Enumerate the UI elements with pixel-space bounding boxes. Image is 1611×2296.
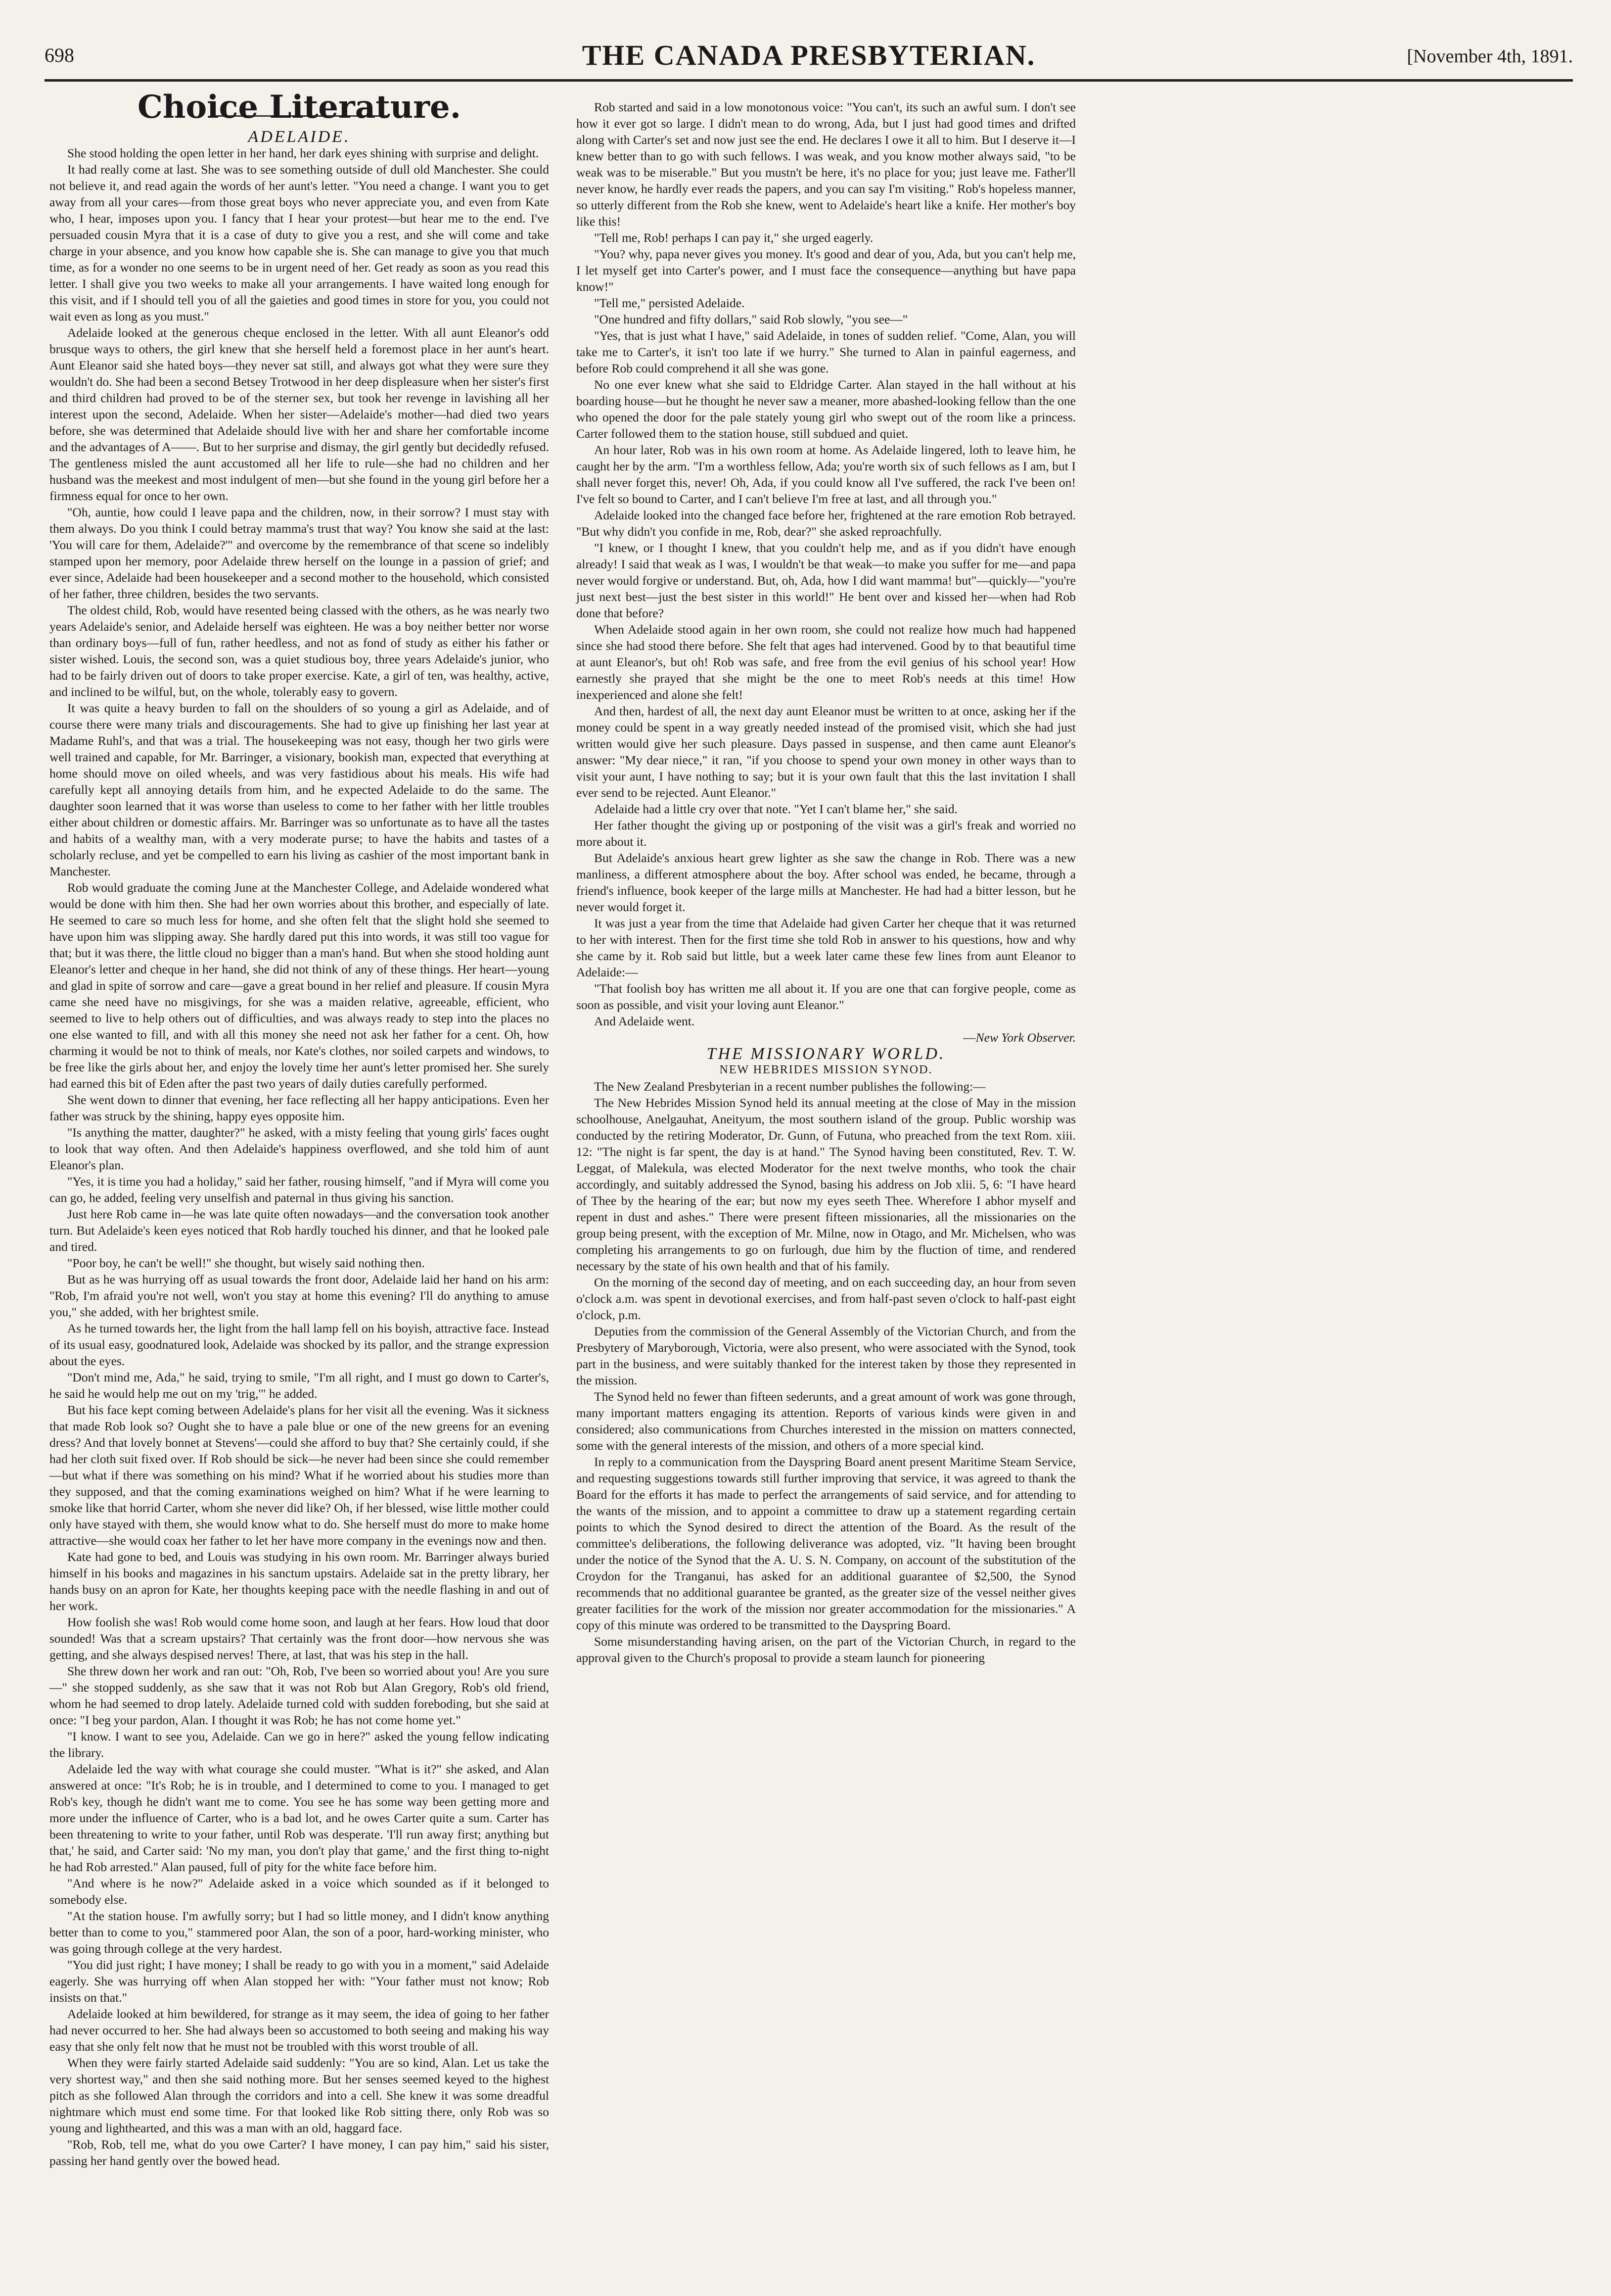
- paragraph: As he turned towards her, the light from the hall lamp fell on his boyish, attractive face. Instead of its usual easy, goodnatured look, Adelaide was shocked by its pallor, and the strange expression about the eyes.: [49, 1321, 549, 1368]
- header-rule: [45, 79, 1573, 82]
- paragraph: No one ever knew what she said to Eldridge Carter. Alan stayed in the hall without at his boarding house—but he thought he never saw a meaner, more abashed-looking fellow than the one who opened the door for the pale stately young girl who swept out of the room like a princess. Carter followed them to the station house, still subdued and quiet.: [576, 377, 1076, 441]
- section-title: Choice Literature.: [137, 89, 461, 126]
- paragraph: She went down to dinner that evening, her face reflecting all her happy anticipations. Even her father was struck by the shining, happy eyes opposite him.: [49, 1093, 549, 1123]
- paragraph: Rob started and said in a low monotonous voice: "You can't, its such an awful sum. I don't see how it ever got so large. I didn't mean to do wrong, Ada, but I just had good times and drifted along with Carter's set and now just see the end. He declares I owe it all to him. But I deserve it—I knew better than to go with such fellows. I was weak, and you know mother always said, "to be weak was to be miserable." But you mustn't be here, it's no place for you; just leave me. Father'll never know, he hardly ever reads the papers, and you can say I'm visiting." Rob's hopeless manner, so utterly different from the Rob she knew, went to Adelaide's heart like a knife. Her mother's boy like this!: [576, 100, 1076, 229]
- paragraph: When Adelaide stood again in her own room, she could not realize how much had happened since she had stood there before. She felt that ages had intervened. Good by to that beautiful time at aunt Eleanor's, but oh! Rob was safe, and free from the evil genius of his school year! How earnestly she prayed that she might be the one to meet Rob's needs at this time! How inexperienced and alone she felt!: [576, 622, 1076, 702]
- paragraph: Just here Rob came in—he was late quite often nowadays—and the conversation took another turn. But Adelaide's keen eyes noticed that Rob hardly touched his dinner, and that he looked pale and tired.: [49, 1207, 549, 1254]
- paragraph: "Yes, that is just what I have," said Adelaide, in tones of sudden relief. "Come, Alan, you will take me to Carter's, it isn't too late if we hurry." She turned to Alan in painful eagerness, and before Rob could comprehend it all she was gone.: [576, 328, 1076, 375]
- paragraph: "Rob, Rob, tell me, what do you owe Carter? I have money, I can pay him," said his sister, passing her hand gently over the bowed head.: [49, 2137, 549, 2168]
- paragraph: The New Hebrides Mission Synod held its annual meeting at the close of May in the mission schoolhouse, Anelgauhat, Aneityum, the most southern island of the group. Public worship was conducted by the retiring Moderator, Dr. Gunn, of Futuna, who preached from the text Rom. xiii. 12: "The night is far spent, the day is at hand." The Synod having been constituted, Rev. T. W. Leggat, of Malekula, was elected Moderator for the next twelve months, who took the chair accordingly, and suitably addressed the Synod, basing his address on Job xlii. 5, 6: "I have heard of Thee by the hearing of the ear; but now my eyes seeth Thee. Wherefore I abhor myself and repent in dust and ashes." There were present fifteen missionaries, all the missionaries on the group being present, with the exception of Mr. Milne, now in Otago, and Mr. Michelsen, who was completing his arrangements to go on furlough, due him by the fluction of time, and rendered necessary by the state of his own health and that of his family.: [576, 1096, 1076, 1273]
- paragraph: But Adelaide's anxious heart grew lighter as she saw the change in Rob. There was a new manliness, a different atmosphere about the boy. After school was ended, he became, through a friend's influence, book keeper of the large mills at Manchester. He had had a bitter lesson, but he never would forget it.: [576, 851, 1076, 914]
- paragraph: Adelaide had a little cry over that note. "Yet I can't blame her," she said.: [594, 802, 958, 816]
- paragraph: And then, hardest of all, the next day aunt Eleanor must be written to at once, asking her if the money could be spent in a way greatly needed instead of the promised visit, which she had just written would give her such pleasure. Days passed in suspense, and then came aunt Eleanor's answer: "My dear niece," it ran, "if you choose to spend your own money in other ways than to visit your aunt, I have nothing to say; but it is your own fault that this the last invitation I shall ever send to be rejected. Aunt Eleanor.": [576, 704, 1076, 800]
- paragraph: "Don't mind me, Ada," he said, trying to smile, "I'm all right, and I must go down to Carter's, he said he would help me out on my 'trig,'" he added.: [49, 1370, 549, 1401]
- paragraph: The oldest child, Rob, would have resented being classed with the others, as he was nearly two years Adelaide's senior, and Adelaide herself was eighteen. He was a boy neither better nor worse than ordinary boys—full of fun, rather heedless, and not as fond of study as either his father or sister wished. Louis, the second son, was a quiet studious boy, three years Adelaide's junior, who had to be fairly driven out of doors to take proper exercise. Kate, a girl of ten, was healthy, active, and inclined to be wilful, but, on the whole, tolerably easy to govern.: [49, 603, 549, 699]
- paragraph: Some misunderstanding having arisen, on the part of the Victorian Church, in regard to the approval given to the Church's proposal to provide a steam launch for pioneering: [576, 1634, 1076, 1665]
- paragraph: Adelaide led the way with what courage she could muster. "What is it?" she asked, and Alan answered at once: "It's Rob; he is in trouble, and I determined to come to you. I managed to get Rob's key, though he didn't want me to come. You see he has some way been getting more and more under the influence of Carter, who is a bad lot, and he owes Carter quite a sum. Carter has been threatening to write to your father, until Rob was desperate. 'I'll run away first; anything but that,' he said, and Carter said: 'No my man, you don't play that game,' and the first thing to-night he had Rob arrested." Alan paused, full of pity for the white face before him.: [49, 1762, 549, 1874]
- paragraph: When they were fairly started Adelaide said suddenly: "You are so kind, Alan. Let us take the very shortest way," and then she said nothing more. But her senses seemed keyed to the highest pitch as she followed Alan through the corridors and into a cell. She knew it was some dreadful nightmare which must end some time. For that looked like Rob sitting there, only Rob was so young and lighthearted, and this was a man with an old, haggard face.: [49, 2056, 549, 2135]
- paragraph: "You did just right; I have money; I shall be ready to go with you in a moment," said Adelaide eagerly. She was hurrying off when Alan stopped her with: "Your father must not know; Rob insists on that.": [49, 1958, 549, 2005]
- paragraph: "Tell me," persisted Adelaide.: [594, 296, 745, 310]
- story-title: ADELAIDE.: [248, 128, 351, 146]
- paragraph: Her father thought the giving up or postponing of the visit was a girl's freak and worried no more about it.: [576, 818, 1076, 849]
- story-subtitle: NEW HEBRIDES MISSION SYNOD.: [719, 1063, 933, 1076]
- masthead: THE CANADA PRESBYTERIAN.: [582, 39, 1036, 71]
- paragraph: Adelaide looked at the generous cheque enclosed in the letter. With all aunt Eleanor's odd brusque ways to others, the girl knew that she herself held a foremost place in her aunt's heart. Aunt Eleanor said she hated boys—they never sat still, and always got what they were sure they wouldn't do. She had been a second Betsey Trotwood in her deep displeasure when her sister's first and third children had proved to be of the sterner sex, but took her revenge in lavishing all her interest upon the second, Adelaide. When her sister—Adelaide's mother—had died two years before, she was determined that Adelaide should live with her and share her comfortable income and the advantages of A——. But to her surprise and dismay, the girl gently but decidedly refused. The gentleness misled the aunt accustomed all her life to rule—she had no children and her husband was the meekest and most indulgent of men—but she found in the young girl before her a firmness equal for once to her own.: [49, 325, 549, 503]
- story-title: THE MISSIONARY WORLD.: [706, 1045, 946, 1063]
- paragraph: "And where is he now?" Adelaide asked in a voice which sounded as if it belonged to somebody else.: [49, 1876, 549, 1907]
- issue-date: [November 4th, 1891.: [1407, 46, 1573, 67]
- column-2: [576, 99, 1076, 1666]
- paragraph: "Yes, it is time you had a holiday," said her father, rousing himself, "and if Myra will come you can go, he added, feeling very unselfish and paternal in thus giving his sanction.: [49, 1174, 549, 1205]
- paragraph: Deputies from the commission of the General Assembly of the Victorian Church, and from the Presbytery of Maryborough, Victoria, were also present, who were associated with the Synod, took part in the business, and were suitably thanked for the interest taken by those they represented in the mission.: [576, 1324, 1076, 1387]
- paragraph: In reply to a communication from the Dayspring Board anent present Maritime Steam Service, and requesting suggestions towards still further improving that service, it was agreed to thank the Board for the efforts it has made to perfect the arrangements of said service, and for attending to the wants of the mission, and to appoint a committee to draw up a statement regarding certain points to which the Synod desired to direct the attention of the Board. As the result of the committee's deliberations, the following deliverance was adopted, viz. "It having been brought under the notice of the Synod that the A. U. S. N. Company, on account of the substitution of the Croydon for the Tranganui, has asked for an additional guarantee of $2,500, the Synod recommends that no additional guarantee be granted, as the greater size of the vessel neither gives greater facilities for the work of the mission nor greater accommodation for the missionaries." A copy of this minute was ordered to be transmitted to the Dayspring Board.: [576, 1455, 1076, 1632]
- paragraph: "Is anything the matter, daughter?" he asked, with a misty feeling that young girls' faces ought to look that way often. And then Adelaide's happiness overflowed, and she told him of aunt Eleanor's plan.: [49, 1125, 549, 1172]
- paragraph: It was just a year from the time that Adelaide had given Carter her cheque that it was returned to her with interest. Then for the first time she told Rob in answer to his questions, how and why she came by it. Rob said but little, but a week later came these few lines from aunt Eleanor to Adelaide:—: [576, 916, 1076, 979]
- paragraph: Adelaide looked at him bewildered, for strange as it may seem, the idea of going to her father had never occurred to her. She had always been so accustomed to both seeing and making his way easy that she only felt now that he must not be troubled with this worst trouble of all.: [49, 2007, 549, 2054]
- paragraph: An hour later, Rob was in his own room at home. As Adelaide lingered, loth to leave him, he caught her by the arm. "I'm a worthless fellow, Ada; you're worth six of such fellows as I am, but I shall never forget this, never! Oh, Ada, if you could know all I've suffered, the rack I've been on! I've felt so bound to Carter, and I can't believe I'm free at last, and all through you.": [576, 443, 1076, 506]
- paragraph: But his face kept coming between Adelaide's plans for her visit all the evening. Was it sickness that made Rob look so? Ought she to have a pale blue or one of the new greens for an evening dress? And that lovely bonnet at Stevens'—could she afford to buy that? She certainly could, if she had her cloth suit fixed over. If Rob should be sick—he never had been since she could remember—but what if there was something on his mind? What if he worried about his studies more than they supposed, and that the coming examinations weighed on him? What if he were learning to smoke like that horrid Carter, whom she never did like? Oh, if her blessed, wise little mother could only have stayed with them, she would know what to do. She herself must do more to make home attractive—she would coax her father to let her have more company in the evenings now and then.: [49, 1403, 549, 1548]
- paragraph: "That foolish boy has written me all about it. If you are one that can forgive people, come as soon as possible, and visit your loving aunt Eleanor.": [576, 981, 1076, 1012]
- paragraph: The Synod held no fewer than fifteen sederunts, and a great amount of work was gone through, many important matters engaging its attention. Reports of various kinds were given in and considered; also communications from Churches interested in the mission on matters connected, some with the general interests of the mission, and others of a more special kind.: [576, 1389, 1076, 1453]
- paragraph: "One hundred and fifty dollars," said Rob slowly, "you see—": [594, 312, 908, 326]
- page-number: 698: [45, 44, 74, 66]
- paragraph: "Poor boy, he can't be well!" she thought, but wisely said nothing then.: [67, 1256, 425, 1270]
- paragraph: She threw down her work and ran out: "Oh, Rob, I've been so worried about you! Are you sure—" she stopped suddenly, as she saw that it was not Rob but Alan Gregory, Rob's old friend, whom he had seemed to drop lately. Adelaide turned cold with sudden foreboding, but she said at once: "I beg your pardon, Alan. I thought it was Rob; he has not come home yet.": [49, 1664, 549, 1727]
- paragraph: "I knew, or I thought I knew, that you couldn't help me, and as if you didn't have enough already! I said that weak as I was, I wouldn't be that weak—to make you suffer for me—and papa never would forgive or understand. But, oh, Ada, how I did want mamma! but"—quickly—"you're just next best—just the best sister in this world!" He bent over and kissed her—when had Rob done that before?: [576, 541, 1076, 620]
- paragraph: On the morning of the second day of meeting, and on each succeeding day, an hour from seven o'clock a.m. was spent in devotional exercises, and from half-past seven o'clock to half-past eight o'clock, p.m.: [576, 1275, 1076, 1322]
- paragraph: It was quite a heavy burden to fall on the shoulders of so young a girl as Adelaide, and of course there were many trials and discouragements. She had to give up finishing her last year at Madame Ruhl's, and that was a trial. The housekeeping was not easy, though her two girls were well trained and capable, for Mr. Barringer, a visionary, bookish man, expected that everything at home should move on oiled wheels, and was very fastidious about his meals. His wife had carefully kept all annoying details from him, and he expected Adelaide to do the same. The daughter soon learned that it was worse than useless to come to her father with her little troubles either about children or domestic affairs. Mr. Barringer was so unfortunate as to have all the tastes and habits of a wealthy man, with a very moderate purse; to have the habits and tastes of a scholarly recluse, and yet be compelled to earn his living as cashier of the most important bank in Manchester.: [49, 701, 549, 878]
- paragraph: The New Zealand Presbyterian in a recent number publishes the following:—: [594, 1079, 986, 1094]
- paragraph: "Oh, auntie, how could I leave papa and the children, now, in their sorrow? I must stay with them always. Do you think I could betray mamma's trust that way? You know she said at the last: 'You will care for them, Adelaide?'" and overcome by the remembrance of that scene so indelibly stamped upon her memory, poor Adelaide threw herself on the lounge in a passion of grief; and ever since, Adelaide had been housekeeper and a second mother to the household, which consisted of her father, three children, besides the two servants.: [49, 505, 549, 601]
- paragraph: Adelaide looked into the changed face before her, frightened at the rare emotion Rob betrayed. "But why didn't you confide in me, Rob, dear?" she asked reproachfully.: [576, 508, 1076, 539]
- paragraph: "I know. I want to see you, Adelaide. Can we go in here?" asked the young fellow indicating the library.: [49, 1729, 549, 1760]
- page-header: [45, 39, 1573, 73]
- column-1: [49, 89, 549, 2169]
- paragraph: Rob would graduate the coming June at the Manchester College, and Adelaide wondered what would be done with him then. She had her own worries about this brother, and especially of late. He seemed to care so much less for home, and she often felt that the slight hold she seemed to have upon him was slipping away. She hardly dared put this into words, it was still too vague for that; but it was there, the little cloud no bigger than a man's hand. But when she stood holding aunt Eleanor's letter and cheque in her hand, she did not think of any of these things. Her heart—young and glad in spite of sorrow and care—gave a great bound in her relief and pleasure. If cousin Myra came she need have no misgivings, for she was a maiden relative, agreeable, efficient, who seemed to live to help others out of difficulties, and was always ready to step into the places no one else wanted to fill, and with all this money she need not ask her father for a cent. Oh, how charming it would be not to think of meals, nor Kate's clothes, nor soiled carpets and windows, to be free like the girls about her, and enjoy the lovely time her aunt's letter promised her. She surely had earned this bit of Eden after the past two years of daily duties carefully performed.: [49, 880, 549, 1091]
- byline-prefix: —: [963, 1030, 976, 1045]
- source-credit: [576, 1029, 1076, 1046]
- paragraph: "At the station house. I'm awfully sorry; but I had so little money, and I didn't know anything better than to come to you," stammered poor Alan, the son of a poor, hard-working minister, who was going through college at the very hardest.: [49, 1909, 549, 1956]
- paragraph: But as he was hurrying off as usual towards the front door, Adelaide laid her hand on his arm: "Rob, I'm afraid you're not well, won't you stay at home this evening? I'll do anything to amuse you," she added, with her brightest smile.: [49, 1272, 549, 1319]
- paragraph: It had really come at last. She was to see something outside of dull old Manchester. She could not believe it, and read again the words of her aunt's letter. "You need a change. I want you to get away from all your cares—from those great boys who never appreciate you, and even from Kate who, I hear, imposes upon you. I fancy that I hear your protest—but hear me to the end. I've persuaded cousin Myra that it is a case of duty to give you a rest, and she will come and take charge in your absence, and you know how capable she is. She can manage to give you that much time, as for a wonder no one seems to be in urgent need of her. Get ready as soon as you read this letter. I shall give you two weeks to make all your arrangements. I have waited long enough for this visit, and if I should tell you of all the gaieties and good times in store for you, you could not wait even as long as you must.": [49, 162, 549, 323]
- source-name: New York Observer.: [975, 1030, 1076, 1045]
- paragraph: And Adelaide went.: [594, 1014, 695, 1028]
- paragraph: How foolish she was! Rob would come home soon, and laugh at her fears. How loud that door sounded! Was that a scream upstairs? That certainly was the front door—how nervous she was getting, and she always despised nerves! There, at last, that was his step in the hall.: [49, 1615, 549, 1662]
- paragraph: "Tell me, Rob! perhaps I can pay it," she urged eagerly.: [594, 230, 874, 245]
- paragraph: "You? why, papa never gives you money. It's good and dear of you, Ada, but you can't help me, I let myself get into Carter's power, and I must face the consequence—anything but have papa know!": [576, 247, 1076, 294]
- paragraph: Kate had gone to bed, and Louis was studying in his own room. Mr. Barringer always buried himself in his books and magazines in his sanctum upstairs. Adelaide sat in the pretty library, her hands busy on an apron for Kate, her thoughts keeping pace with the needle flashing in and out of her work.: [49, 1550, 549, 1613]
- paragraph: She stood holding the open letter in her hand, her dark eyes shining with surprise and delight.: [67, 146, 539, 160]
